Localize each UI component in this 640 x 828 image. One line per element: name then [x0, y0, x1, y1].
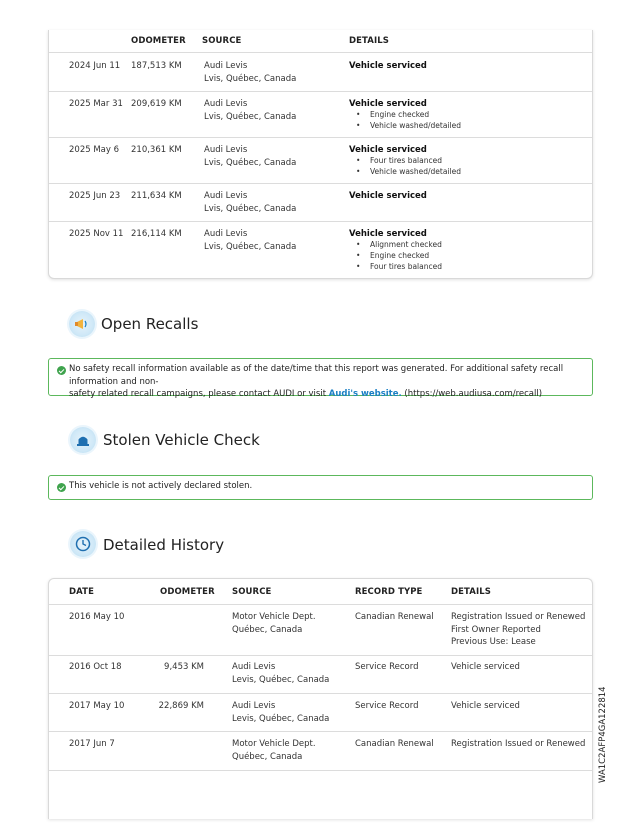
- row-date: 2017 Jun 7: [69, 739, 115, 749]
- col-header-details: DETAILS: [349, 36, 389, 46]
- row-date: 2025 May 6: [69, 145, 120, 155]
- detail-item: • Four tires balanced: [370, 262, 442, 273]
- row-odometer: 216,114 KM: [131, 229, 182, 239]
- siren-icon: [70, 427, 96, 453]
- row-date: 2025 Mar 31: [69, 99, 123, 109]
- row-source: Audi Levis Levis, Québec, Canada: [232, 701, 330, 724]
- col-header-source: SOURCE: [202, 36, 242, 46]
- recalls-notice-text: No safety recall information available as of the date/time that this report was generated. For additional safety recall information and non- safety related recall campaigns, please contact AUDI or visit Audi's website. (https://web.audiusa.com/recall): [69, 364, 564, 399]
- detailed-history-table: [48, 578, 593, 819]
- row-details-title: Vehicle serviced: [349, 229, 427, 239]
- row-date: 2025 Nov 11: [69, 229, 124, 239]
- stolen-notice: [48, 475, 593, 500]
- row-details: Registration Issued or Renewed: [451, 739, 586, 749]
- detail-item: • Engine checked: [370, 110, 429, 121]
- row-date: 2017 May 10: [69, 701, 125, 711]
- row-record-type: Canadian Renewal: [355, 612, 434, 622]
- service-history-table: [48, 30, 593, 279]
- detailed-history-title: Detailed History: [103, 536, 225, 554]
- check-circle-icon: [57, 483, 66, 492]
- open-recalls-title: Open Recalls: [101, 315, 199, 333]
- row-odometer: 211,634 KM: [131, 191, 182, 201]
- row-details: Registration Issued or Renewed First Owner Reported Previous Use: Lease: [451, 612, 586, 647]
- row-details: Vehicle serviced: [451, 701, 520, 711]
- row-date: 2016 May 10: [69, 612, 125, 622]
- row-odometer: 22,869 KM: [158, 701, 204, 711]
- stolen-check-title: Stolen Vehicle Check: [103, 431, 260, 449]
- row-details-title: Vehicle serviced: [349, 61, 427, 71]
- row-source: Audi Levis Lvis, Québec, Canada: [204, 145, 297, 168]
- clock-icon: [70, 531, 96, 557]
- row-details-title: Vehicle serviced: [349, 191, 427, 201]
- detail-item: • Engine checked: [370, 251, 429, 262]
- recalls-notice: [48, 358, 593, 399]
- col-header-source: SOURCE: [232, 587, 272, 597]
- row-date: 2025 Jun 23: [69, 191, 121, 201]
- col-header-record-type: RECORD TYPE: [355, 587, 423, 597]
- row-odometer: 210,361 KM: [131, 145, 182, 155]
- row-details-title: Vehicle serviced: [349, 145, 427, 155]
- row-details: Vehicle serviced: [451, 662, 520, 672]
- row-details-title: Vehicle serviced: [349, 99, 427, 109]
- row-date: 2016 Oct 18: [69, 662, 122, 672]
- row-odometer: 9,453 KM: [164, 662, 204, 672]
- row-record-type: Service Record: [355, 662, 419, 672]
- stolen-notice-text: This vehicle is not actively declared stolen.: [69, 481, 253, 491]
- row-source: Audi Levis Levis, Québec, Canada: [232, 662, 330, 685]
- detail-item: • Four tires balanced: [370, 156, 442, 167]
- row-odometer: 209,619 KM: [131, 99, 182, 109]
- row-source: Audi Levis Lvis, Québec, Canada: [204, 61, 297, 84]
- row-record-type: Canadian Renewal: [355, 739, 434, 749]
- col-header-details: DETAILS: [451, 587, 491, 597]
- col-header-odometer: ODOMETER: [131, 36, 186, 46]
- audi-website-link[interactable]: Audi's website.: [328, 389, 402, 399]
- row-source: Motor Vehicle Dept. Québec, Canada: [232, 612, 316, 635]
- row-source: Audi Levis Lvis, Québec, Canada: [204, 191, 297, 214]
- row-date: 2024 Jun 11: [69, 61, 121, 71]
- row-source: Audi Levis Lvis, Québec, Canada: [204, 229, 297, 252]
- row-record-type: Service Record: [355, 701, 419, 711]
- row-source: Motor Vehicle Dept. Québec, Canada: [232, 739, 316, 762]
- detail-item: • Vehicle washed/detailed: [370, 121, 461, 132]
- detail-item: • Vehicle washed/detailed: [370, 167, 461, 178]
- row-odometer: 187,513 KM: [131, 61, 182, 71]
- row-source: Audi Levis Lvis, Québec, Canada: [204, 99, 297, 122]
- col-header-odometer: ODOMETER: [160, 587, 215, 597]
- detail-item: • Alignment checked: [370, 240, 442, 251]
- vin-label: WA1C2AFP4GA122814: [598, 686, 608, 783]
- megaphone-icon: [69, 311, 95, 337]
- check-circle-icon: [57, 366, 66, 375]
- col-header-date: DATE: [69, 587, 94, 597]
